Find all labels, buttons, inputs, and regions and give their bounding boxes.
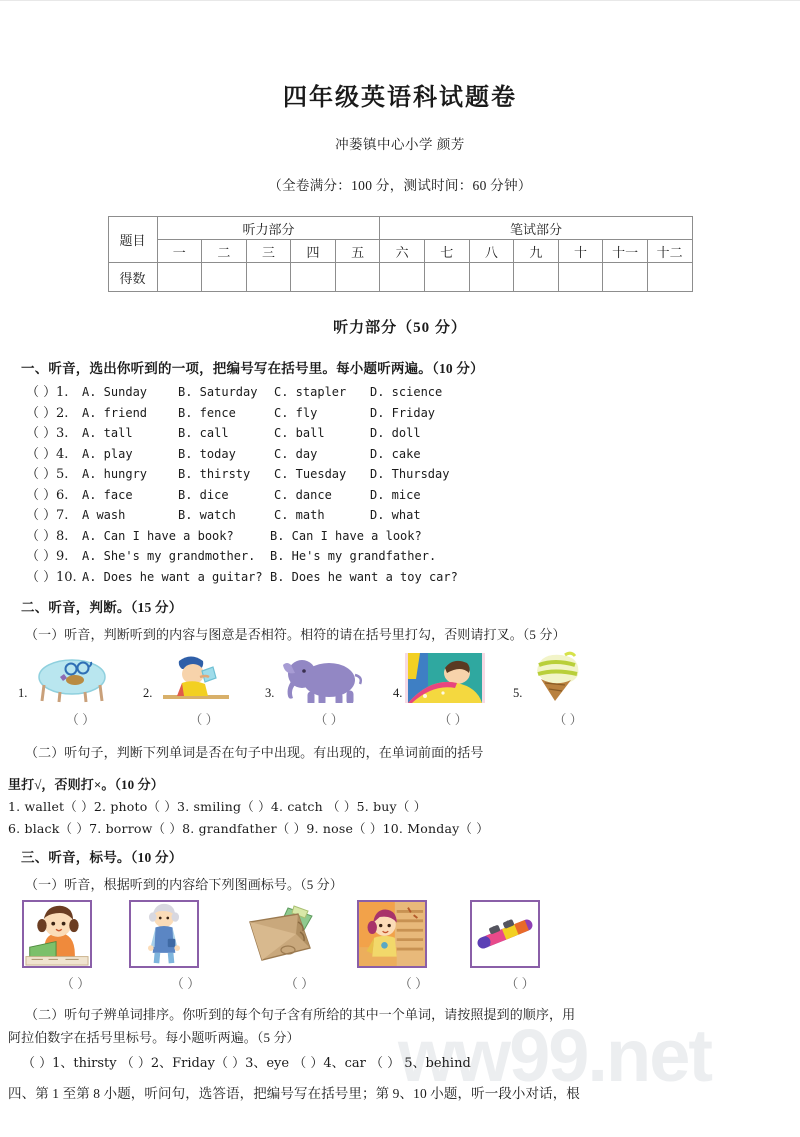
option-c[interactable]: C. stapler [274, 385, 347, 399]
q3-picture-strip [0, 900, 800, 968]
answer-bracket[interactable]: （ ） [26, 385, 57, 400]
answer-bracket-5[interactable]: （ ） [553, 712, 583, 727]
answer-bracket-4[interactable]: （ ） [398, 976, 429, 991]
q2-picture-4 [393, 653, 513, 703]
choice-row-8[interactable] [26, 526, 800, 547]
answer-bracket-5[interactable]: （ ） [505, 976, 535, 991]
picture-number: 1. [18, 686, 28, 700]
option-b[interactable]: B. Saturday [178, 385, 258, 399]
question-number: 3. [56, 426, 69, 441]
snowboard-icon [470, 900, 540, 968]
watermark: ww99.net [398, 1014, 711, 1097]
score-table-wrap [108, 216, 693, 292]
row-label-topic: 题目 [108, 217, 157, 263]
question-number: 9. [56, 549, 69, 564]
q3-picture-5 [470, 900, 570, 968]
answer-bracket-1[interactable]: （ ） [65, 712, 96, 727]
option-b[interactable]: B. Can I have a look? [270, 528, 422, 543]
question-1-heading: 一、听音，选出你听到的一项，把编号写在括号里。每小题听两遍。（10 分） [21, 361, 484, 376]
option-a[interactable]: A. tall [82, 426, 133, 440]
option-b[interactable]: B. thirsty [178, 467, 251, 481]
col-num-1: 一 [157, 240, 202, 263]
option-a[interactable]: A. Sunday [82, 385, 148, 399]
q2-picture-5 [513, 651, 623, 703]
q3-picture-3 [242, 904, 357, 968]
girl-in-chair-icon [357, 900, 427, 968]
col-num-5: 五 [335, 240, 380, 263]
option-c[interactable]: C. math [274, 508, 325, 522]
answer-bracket-3[interactable]: （ ） [314, 712, 344, 727]
elephant-icon [277, 653, 367, 703]
answer-bracket-2[interactable]: （ ） [170, 976, 201, 991]
q2-answer-brackets [0, 709, 800, 728]
answer-bracket[interactable]: （ ） [26, 528, 57, 544]
answer-bracket[interactable]: （ ） [26, 508, 57, 523]
q2-words-row-1[interactable]: 1. wallet（ ）2. photo（ ）3. smiling（ ）4. catch （ ）5. buy（ ） [8, 799, 427, 814]
option-d[interactable]: D. mice [370, 487, 421, 502]
sleeping-child-icon [405, 653, 485, 703]
wallet-icon [242, 904, 320, 968]
picture-number: 3. [265, 686, 275, 700]
q2-words-row-2[interactable]: 6. black（ ）7. borrow（ ）8. grandfather（ ）9. nose（ ）10. Monday（ ） [8, 821, 489, 836]
q2-picture-strip [0, 651, 800, 703]
col-num-12: 十二 [647, 240, 692, 263]
answer-bracket[interactable]: （ ） [26, 446, 57, 462]
option-d[interactable]: D. cake [370, 446, 421, 461]
col-num-8: 八 [469, 240, 514, 263]
girl-reading-icon [22, 900, 92, 968]
choice-row-5[interactable] [26, 464, 800, 485]
question-number: 6. [56, 487, 69, 503]
score-cell-6[interactable] [380, 263, 425, 292]
boy-drinking-icon [155, 653, 237, 703]
choice-row-9[interactable] [26, 546, 800, 567]
question-1-choices [0, 382, 800, 587]
question-number: 5. [56, 467, 69, 482]
option-b[interactable]: B. dice [178, 487, 229, 502]
option-a[interactable]: A. hungry [82, 467, 148, 481]
question-number: 8. [56, 528, 69, 544]
choice-row-4[interactable] [26, 444, 800, 465]
option-b[interactable]: B. fence [178, 405, 236, 420]
q3-picture-1 [22, 900, 129, 968]
picture-number: 4. [393, 686, 403, 700]
col-num-6: 六 [380, 240, 425, 263]
q3-order-row[interactable]: （ ）1、thirsty （ ）2、Friday（ ）3、eye （ ）4、car （ ） 5、behind [22, 1056, 471, 1071]
q3-answer-brackets [0, 973, 800, 992]
option-b[interactable]: B. watch [178, 508, 236, 522]
col-num-4: 四 [291, 240, 336, 263]
score-cell-4[interactable] [291, 263, 336, 292]
score-cell-5[interactable] [335, 263, 380, 292]
exam-meta: （全卷满分：100 分，测试时间：60 分钟） [268, 178, 532, 193]
option-a[interactable]: A wash [82, 508, 126, 522]
option-b[interactable]: B. Does he want a toy car? [270, 569, 458, 584]
answer-bracket-3[interactable]: （ ） [284, 976, 315, 991]
choice-row-10[interactable] [26, 567, 800, 588]
question-2-part2-line2: 里打√，否则打×。（10 分） [8, 777, 164, 792]
score-cell-7[interactable] [424, 263, 469, 292]
option-b[interactable]: B. call [178, 426, 229, 440]
question-3-part2-line1: （二）听句子辨单词排序。你听到的每个句子含有所给的其中一个单词，请按照提到的顺序，用 [25, 1007, 576, 1022]
col-num-7: 七 [424, 240, 469, 263]
picture-number: 2. [143, 686, 153, 700]
choice-row-6[interactable] [26, 485, 800, 506]
page-title: 四年级英语科试题卷 [283, 82, 517, 111]
option-a[interactable]: A. friend [82, 405, 148, 420]
score-cell-8[interactable] [469, 263, 514, 292]
score-cell-2[interactable] [202, 263, 247, 292]
question-3-part2-line2: 阿拉伯数字在括号里标号。每小题听两遍。（5 分） [8, 1030, 300, 1045]
option-c[interactable]: C. dance [274, 487, 332, 502]
table-with-glasses-icon [30, 655, 115, 703]
option-b[interactable]: B. He's my grandfather. [270, 549, 437, 563]
q3-picture-2 [129, 900, 242, 968]
group-listening: 听力部分 [157, 217, 380, 240]
choice-row-3[interactable] [26, 423, 800, 444]
answer-bracket[interactable]: （ ） [26, 569, 57, 585]
table-row-scores [108, 263, 692, 292]
answer-bracket-2[interactable]: （ ） [189, 712, 219, 727]
option-a[interactable]: A. play [82, 446, 133, 461]
score-cell-12[interactable] [647, 263, 692, 292]
answer-bracket[interactable]: （ ） [26, 426, 57, 441]
score-cell-1[interactable] [157, 263, 202, 292]
col-num-2: 二 [202, 240, 247, 263]
col-num-10: 十 [558, 240, 603, 263]
answer-bracket[interactable]: （ ） [26, 549, 57, 564]
row-label-score: 得数 [108, 263, 157, 292]
ice-cream-cone-icon [525, 651, 587, 703]
score-cell-10[interactable] [558, 263, 603, 292]
picture-number: 5. [513, 686, 523, 700]
choice-row-7[interactable] [26, 505, 800, 526]
choice-row-1[interactable] [26, 382, 800, 403]
table-row-numbers [108, 240, 692, 263]
option-b[interactable]: B. today [178, 446, 236, 461]
option-a[interactable]: A. face [82, 487, 133, 502]
question-number: 1. [56, 385, 69, 400]
answer-bracket[interactable]: （ ） [26, 405, 57, 421]
group-written: 笔试部分 [380, 217, 692, 240]
option-d[interactable]: D. Thursday [370, 467, 450, 481]
table-row-groups [108, 217, 692, 240]
col-num-3: 三 [246, 240, 291, 263]
question-number: 4. [56, 446, 69, 462]
q2-picture-3 [265, 653, 393, 703]
score-table [108, 216, 693, 292]
score-cell-11[interactable] [603, 263, 648, 292]
question-2-heading: 二、听音，判断。（15 分） [21, 600, 183, 615]
option-a[interactable]: A. Does he want a guitar? [82, 569, 263, 584]
question-3-part1: （一）听音，根据听到的内容给下列图画标号。（5 分） [25, 877, 343, 892]
question-2-part2-line1: （二）听句子，判断下列单词是否在句子中出现。有出现的，在单词前面的括号 [25, 745, 484, 760]
school-author: 冲蒌镇中心小学 颜芳 [335, 137, 465, 152]
score-cell-3[interactable] [246, 263, 291, 292]
answer-bracket-1[interactable]: （ ） [60, 976, 91, 991]
choice-row-2[interactable] [26, 403, 800, 424]
col-num-11: 十一 [603, 240, 648, 263]
answer-bracket-4[interactable]: （ ） [438, 712, 468, 727]
q2-picture-1 [18, 655, 143, 703]
question-number: 2. [56, 405, 69, 421]
q2-picture-2 [143, 653, 265, 703]
answer-bracket[interactable]: （ ） [26, 487, 57, 503]
listening-section-title: 听力部分（50 分） [333, 320, 467, 336]
option-c[interactable]: C. fly [274, 405, 318, 420]
option-a[interactable]: A. Can I have a book? [82, 528, 234, 543]
question-number: 10. [56, 569, 77, 585]
option-d[interactable]: D. doll [370, 426, 421, 440]
q3-picture-4 [357, 900, 470, 968]
question-2-part1: （一）听音，判断听到的内容与图意是否相符。相符的请在括号里打勾，否则请打叉。（5 分） [25, 627, 566, 642]
option-c[interactable]: C. Tuesday [274, 467, 347, 481]
option-d[interactable]: D. science [370, 385, 443, 399]
option-d[interactable]: D. what [370, 508, 421, 522]
answer-bracket[interactable]: （ ） [26, 467, 57, 482]
col-num-9: 九 [514, 240, 559, 263]
question-number: 7. [56, 508, 69, 523]
option-c[interactable]: C. ball [274, 426, 325, 440]
option-d[interactable]: D. Friday [370, 405, 436, 420]
option-a[interactable]: A. She's my grandmother. [82, 549, 256, 563]
score-cell-9[interactable] [514, 263, 559, 292]
option-c[interactable]: C. day [274, 446, 318, 461]
grandmother-icon [129, 900, 199, 968]
question-4-heading: 四、第 1 至第 8 小题，听问句，选答语，把编号写在括号里；第 9、10 小题，听一段小对话，根 [8, 1086, 580, 1101]
question-3-heading: 三、听音，标号。（10 分） [21, 850, 183, 865]
